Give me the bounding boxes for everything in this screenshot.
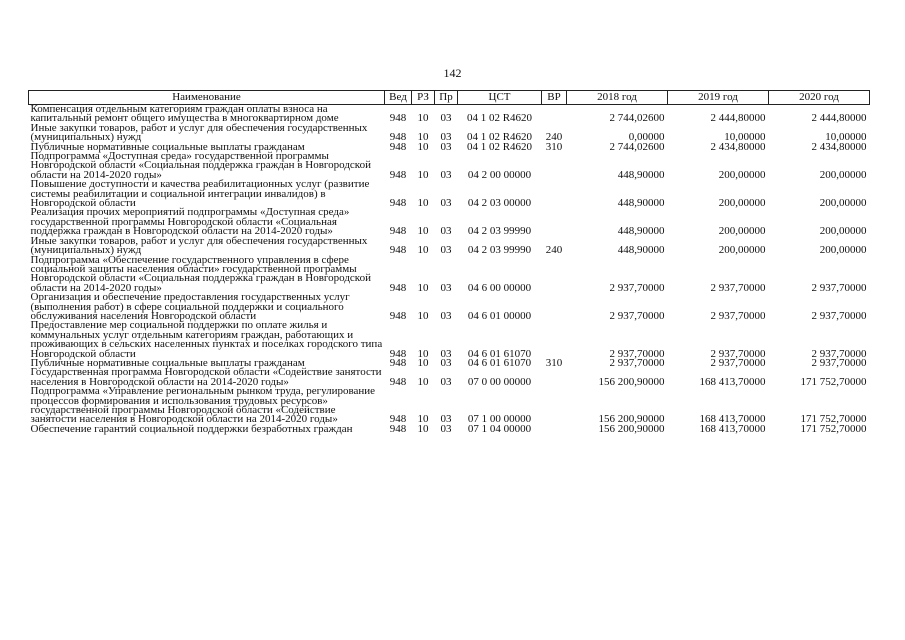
row-vr: [542, 105, 567, 124]
row-vr: [542, 180, 567, 208]
row-2018: 448,90000: [617, 168, 665, 181]
row-cst: 07 0 00 00000: [467, 375, 532, 388]
row-name: Иные закупки товаров, работ и услуг для обеспечения государственных (муниципальных) нужд: [30, 234, 368, 257]
row-2019: 2 444,80000: [710, 112, 766, 125]
row-2018: 2 744,02600: [609, 140, 665, 153]
table-row: [29, 387, 870, 425]
row-pr: 03: [440, 168, 452, 181]
row-pr: 03: [440, 197, 452, 210]
row-pr: 03: [440, 309, 452, 322]
row-cst: 04 6 01 61070: [467, 356, 532, 369]
row-2018: 156 200,90000: [598, 422, 665, 435]
row-rz: 10: [417, 413, 429, 426]
row-2018: 448,90000: [617, 244, 665, 257]
row-2019: 200,00000: [718, 197, 766, 210]
row-ved: 948: [389, 347, 407, 360]
row-name: Публичные нормативные социальные выплаты гражданам: [30, 356, 305, 369]
row-2020: 200,00000: [819, 168, 867, 181]
row-cst: 04 2 03 99990: [467, 225, 532, 238]
row-name: Публичные нормативные социальные выплаты гражданам: [30, 140, 305, 153]
row-2018: 156 200,90000: [598, 413, 665, 426]
row-2020: 2 937,70000: [811, 356, 867, 369]
row-2020: 200,00000: [819, 225, 867, 238]
table-row: [29, 152, 870, 180]
row-ved: 948: [389, 281, 407, 294]
row-ved: 948: [389, 225, 407, 238]
row-cst: 07 1 04 00000: [467, 422, 532, 435]
row-2019: 2 434,80000: [710, 140, 766, 153]
row-pr: 03: [440, 356, 452, 369]
row-rz: 10: [417, 347, 429, 360]
row-rz: 10: [417, 197, 429, 210]
row-ved: 948: [389, 309, 407, 322]
row-cst: 04 1 02 R4620: [466, 140, 533, 153]
row-2018: 2 937,70000: [609, 356, 665, 369]
row-2020: 171 752,70000: [800, 422, 867, 435]
row-pr: 03: [440, 131, 452, 144]
row-2020: 2 937,70000: [811, 281, 867, 294]
row-2020: 2 937,70000: [811, 347, 867, 360]
row-rz: 10: [417, 131, 429, 144]
row-ved: 948: [389, 168, 407, 181]
row-rz: 10: [417, 281, 429, 294]
row-vr: 310: [545, 356, 563, 369]
page-number: 142: [443, 66, 462, 80]
table-row: [29, 425, 870, 434]
row-vr: [542, 387, 567, 425]
row-name: Компенсация отдельным категориям граждан оплаты взноса на капитальный ремонт общего имущества в многоквартирном доме: [30, 103, 339, 125]
row-pr: 03: [440, 422, 452, 435]
row-name: Организация и обеспечение предоставления государственных услуг (выполнения работ) в сфере социальной поддержки и социального обслуживания населения Новгородской области: [30, 291, 350, 322]
row-2019: 168 413,70000: [699, 422, 766, 435]
col-header-ved: Вед: [385, 91, 412, 105]
row-2018: 2 937,70000: [609, 347, 665, 360]
row-2019: 200,00000: [718, 168, 766, 181]
col-header-name: Наименование: [29, 91, 385, 105]
row-ved: 948: [389, 131, 407, 144]
col-header-2019: 2019 год: [668, 91, 769, 105]
col-header-pr: Пр: [435, 91, 458, 105]
row-2019: 2 937,70000: [710, 347, 766, 360]
row-cst: 04 2 03 00000: [467, 197, 532, 210]
row-2020: 2 444,80000: [811, 112, 867, 125]
row-ved: 948: [389, 140, 407, 153]
row-cst: 04 6 01 00000: [467, 309, 532, 322]
row-2020: 171 752,70000: [800, 375, 867, 388]
table-row: [29, 105, 870, 124]
row-cst: 04 1 02 R4620: [466, 112, 533, 125]
col-header-cst: ЦСТ: [458, 91, 542, 105]
row-name: Государственная программа Новгородской области «Содействие занятости населения в Новгородской области на 2014-2020 годы»: [30, 366, 382, 388]
row-rz: 10: [417, 375, 429, 388]
row-2019: 2 937,70000: [710, 309, 766, 322]
row-cst: 04 2 03 99990: [467, 244, 532, 257]
budget-table: [28, 90, 870, 434]
table-row: [29, 124, 870, 143]
row-cst: 07 1 00 00000: [467, 413, 532, 426]
row-cst: 04 6 01 61070: [467, 347, 532, 360]
row-vr: [542, 208, 567, 236]
row-pr: 03: [440, 225, 452, 238]
row-name: Подпрограмма «Обеспечение государственного управления в сфере социальной защиты населения области» государственной программы Новгородской области «Социальная поддержка граждан в Новгородской области на 2014-2020 годы»: [30, 253, 371, 294]
row-name: Реализация прочих мероприятий подпрограммы «Доступная среда» государственной программы Новгородской области «Социальная поддержка граждан в Новгородской области на 2014-2020 годы»: [30, 206, 350, 238]
row-name: Обеспечение гарантий социальной поддержки безработных граждан: [30, 422, 353, 435]
row-vr: [542, 293, 567, 321]
row-pr: 03: [440, 413, 452, 426]
row-cst: 04 1 02 R4620: [466, 131, 533, 144]
row-rz: 10: [417, 244, 429, 257]
row-2020: 171 752,70000: [800, 413, 867, 426]
row-2019: 10,00000: [724, 131, 766, 144]
table-row: [29, 208, 870, 236]
row-cst: 04 6 00 00000: [467, 281, 532, 294]
table-row: [29, 237, 870, 256]
row-ved: 948: [389, 422, 407, 435]
row-2018: 0,00000: [628, 131, 665, 144]
row-rz: 10: [417, 140, 429, 153]
row-vr: [542, 321, 567, 359]
row-2018: 2 937,70000: [609, 281, 665, 294]
row-ved: 948: [389, 197, 407, 210]
col-header-2020: 2020 год: [769, 91, 870, 105]
row-vr: [542, 152, 567, 180]
row-rz: 10: [417, 422, 429, 435]
row-pr: 03: [440, 244, 452, 257]
row-2018: 2 744,02600: [609, 112, 665, 125]
row-2019: 168 413,70000: [699, 375, 766, 388]
table-row: [29, 180, 870, 208]
row-ved: 948: [389, 244, 407, 257]
row-pr: 03: [440, 281, 452, 294]
row-name: Подпрограмма «Доступная среда» государственной программы Новгородской области «Социальная поддержка граждан в Новгородской области на 2014-2020 годы»: [30, 150, 371, 181]
row-rz: 10: [417, 112, 429, 125]
row-2020: 10,00000: [825, 131, 867, 144]
table-row: [29, 321, 870, 359]
row-vr: [542, 368, 567, 387]
row-pr: 03: [440, 112, 452, 125]
row-ved: 948: [389, 413, 407, 426]
row-2020: 200,00000: [819, 244, 867, 257]
row-2019: 200,00000: [718, 244, 766, 257]
row-vr: 310: [545, 140, 563, 153]
row-ved: 948: [389, 356, 407, 369]
col-header-2018: 2018 год: [567, 91, 668, 105]
row-name: Иные закупки товаров, работ и услуг для обеспечения государственных (муниципальных) нужд: [30, 121, 368, 144]
row-vr: [542, 256, 567, 294]
row-2019: 200,00000: [718, 225, 766, 238]
row-2018: 448,90000: [617, 225, 665, 238]
row-vr: [542, 425, 567, 434]
row-2018: 448,90000: [617, 197, 665, 210]
row-vr: 240: [545, 244, 563, 257]
row-2020: 2 434,80000: [811, 140, 867, 153]
row-name: Повышение доступности и качества реабилитационных услуг (развитие системы реабилитации и социальной интеграции инвалидов) в Новгородской области: [30, 178, 370, 210]
row-pr: 03: [440, 347, 452, 360]
row-rz: 10: [417, 168, 429, 181]
col-header-rz: РЗ: [412, 91, 435, 105]
row-name: Подпрограмма «Управление региональным рынком труда, регулирование процессов формирования и использования трудовых ресурсов» государственной программы Новгородской области «Содействие занятости населения в Новгородской области на 2014-2020 годы»: [30, 385, 376, 426]
col-header-vr: ВР: [542, 91, 567, 105]
row-2020: 200,00000: [819, 197, 867, 210]
row-pr: 03: [440, 140, 452, 153]
row-rz: 10: [417, 309, 429, 322]
row-ved: 948: [389, 112, 407, 125]
row-vr: 240: [545, 131, 563, 144]
table-row: [29, 256, 870, 294]
row-rz: 10: [417, 225, 429, 238]
row-2018: 2 937,70000: [609, 309, 665, 322]
row-2019: 168 413,70000: [699, 413, 766, 426]
row-2019: 2 937,70000: [710, 356, 766, 369]
table-row: [29, 293, 870, 321]
row-2018: 156 200,90000: [598, 375, 665, 388]
row-ved: 948: [389, 375, 407, 388]
row-cst: 04 2 00 00000: [467, 168, 532, 181]
row-2020: 2 937,70000: [811, 309, 867, 322]
row-rz: 10: [417, 356, 429, 369]
row-name: Предоставление мер социальной поддержки по оплате жилья и коммунальных услуг отдельным категориям граждан, работающих и проживающих в сельских населенных пунктах и поселках городского типа Новгородской области: [30, 319, 383, 360]
row-2019: 2 937,70000: [710, 281, 766, 294]
row-pr: 03: [440, 375, 452, 388]
